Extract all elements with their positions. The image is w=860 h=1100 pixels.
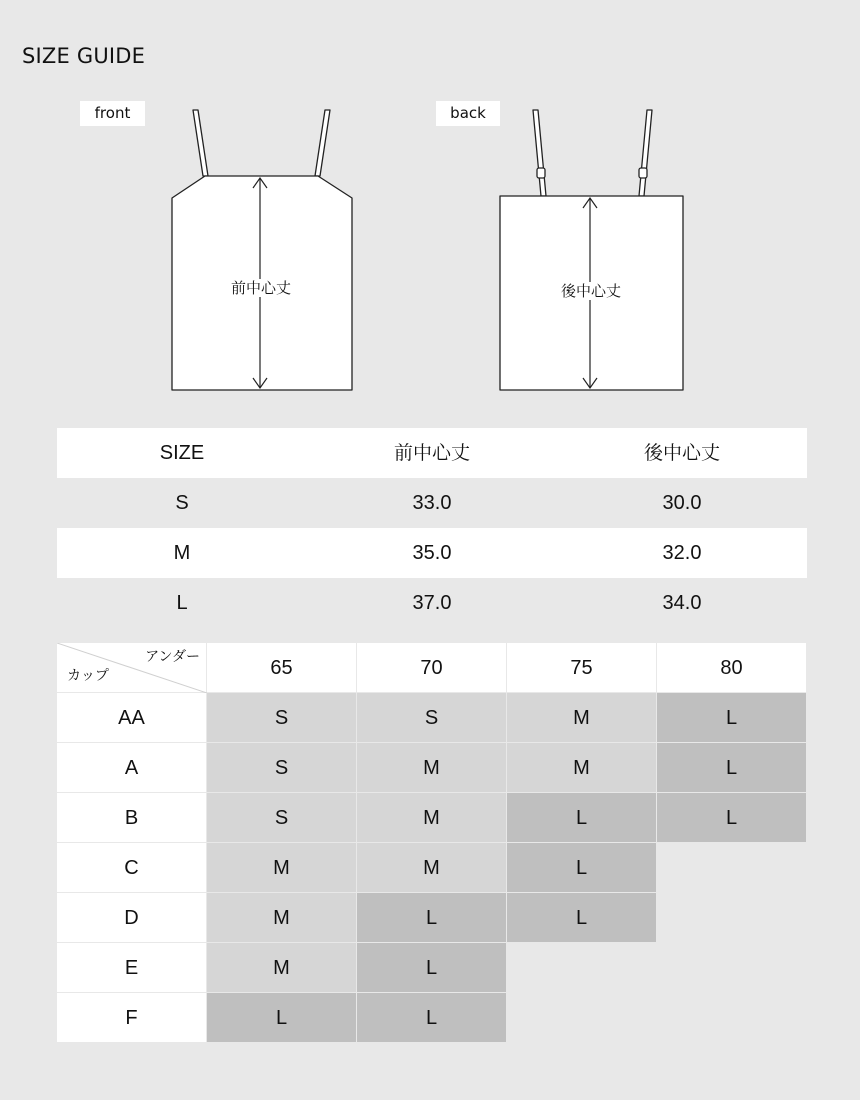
under-column-header: 80 [657,643,807,693]
size-cell: S [207,793,357,843]
front-length-value: 35.0 [412,542,452,564]
header-front-length: 前中心丈 [393,442,470,464]
cup-table-corner [57,643,207,693]
size-cell: S [207,693,357,743]
table-row [57,578,807,628]
empty-cell [657,893,807,943]
table-row [57,943,807,993]
back-length-value: 30.0 [662,492,702,514]
table-row [57,743,807,793]
cup-table-header [57,643,807,693]
size-cell: L [657,793,807,843]
table-row [57,843,807,893]
size-value: M [173,542,191,564]
front-length-value: 33.0 [412,492,452,514]
size-cell: M [207,943,357,993]
back-length-label: 後中心丈 [554,282,628,300]
table-row [57,993,807,1043]
cup-row-label: AA [57,693,207,743]
size-cell: L [507,793,657,843]
empty-cell [657,843,807,893]
cup-row-label: A [57,743,207,793]
page-title: SIZE GUIDE [22,44,146,69]
size-cell: M [357,793,507,843]
empty-cell [507,943,657,993]
header-back-length: 後中心丈 [643,442,720,464]
size-cell: M [357,843,507,893]
under-column-header: 75 [507,643,657,693]
cup-row-label: B [57,793,207,843]
size-cell: S [207,743,357,793]
empty-cell [507,993,657,1043]
empty-cell [657,993,807,1043]
size-table-header [57,428,807,478]
size-cell: L [357,893,507,943]
size-cell: L [657,743,807,793]
size-cell: S [357,693,507,743]
table-row [57,693,807,743]
back-view-label: back [436,101,500,126]
table-row [57,528,807,578]
corner-cup-label: カップ [67,668,109,684]
front-view-label: front [80,101,145,126]
size-table [57,428,807,628]
size-cell: M [507,743,657,793]
cup-size-table [57,643,807,1043]
cup-row-label: C [57,843,207,893]
back-length-value: 32.0 [662,542,702,564]
front-length-label: 前中心丈 [224,279,298,297]
cup-row-label: D [57,893,207,943]
front-length-value: 37.0 [412,592,452,614]
under-column-header: 70 [357,643,507,693]
table-row [57,793,807,843]
size-cell: M [357,743,507,793]
table-row [57,478,807,528]
back-garment-illustration [0,0,860,420]
under-column-header: 65 [207,643,357,693]
empty-cell [657,943,807,993]
cup-row-label: E [57,943,207,993]
size-cell: L [357,943,507,993]
cup-row-label: F [57,993,207,1043]
size-cell: L [657,693,807,743]
size-value: L [176,592,188,614]
size-cell: L [357,993,507,1043]
back-length-value: 34.0 [662,592,702,614]
size-cell: M [207,843,357,893]
size-cell: L [207,993,357,1043]
size-value: S [175,492,189,514]
header-size: SIZE [159,442,205,464]
table-row [57,893,807,943]
size-cell: M [507,693,657,743]
size-cell: L [507,843,657,893]
size-cell: L [507,893,657,943]
corner-under-label: アンダー [145,649,200,665]
size-cell: M [207,893,357,943]
